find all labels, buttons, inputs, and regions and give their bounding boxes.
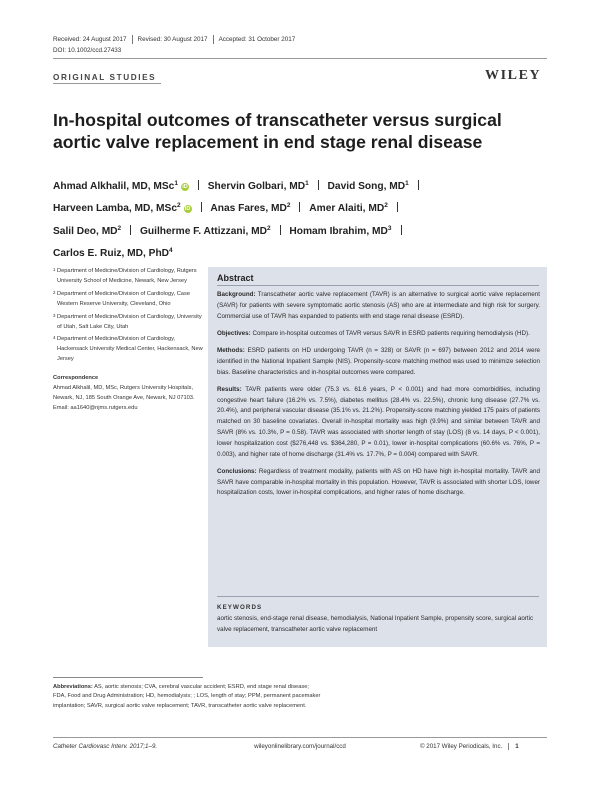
journal-url[interactable]: wileyonlinelibrary.com/journal/ccd: [254, 743, 346, 750]
divider: [201, 202, 202, 212]
author[interactable]: Carlos E. Ruiz, MD, PhD$^4$: [53, 247, 173, 260]
page-number: 1: [508, 743, 518, 750]
author-line: [53, 196, 547, 218]
divider: [132, 35, 133, 44]
orcid-icon[interactable]: iD: [182, 184, 188, 190]
abstract-background: Background: Transcatheter aortic valve replacement (TAVR) is an alternative to surgical aortic valve replacement (SAVR) for patients with severe symptomatic aortic stenosis (AS) who are at intermediate and high risk for surgery. Commercial use of TAVR has expanded to patients with end stage renal disease (ESRD).: [217, 291, 540, 320]
abstract-methods: Methods: ESRD patients on HD undergoing TAVR (n = 328) or SAVR (n = 697) between 2012 and 2014 were identified in the National Inpatient Sample (NIS). Propensity-score matching method was used to minimize selection bias. Baseline characteristics and in-hospital outcomes were compared.: [217, 346, 540, 376]
dates-row: [53, 35, 295, 44]
divider: [397, 202, 398, 212]
section-underline: [53, 83, 161, 84]
author-line: [53, 219, 547, 241]
received-date: Received: 24 August 2017: [53, 36, 127, 43]
divider: [213, 35, 214, 44]
affiliation: 3 Department of Medicine/Division of Cardiology, University of Utah, Salt Lake City, Utah: [53, 312, 202, 330]
author[interactable]: Ahmad Alkhalil, MD, MSc$^1$ iD: [53, 180, 188, 192]
author[interactable]: Homam Ibrahim, $MD^3$: [289, 224, 392, 237]
correspondence-heading: Correspondence: [53, 375, 99, 382]
author[interactable]: Guilherme F. Attizzani, $MD^2$: [139, 224, 271, 237]
author[interactable]: David Song, $MD^1$: [327, 180, 409, 192]
abbreviations-rule: [53, 677, 203, 678]
article-title: In-hospital outcomes of transcatheter versus surgical aortic valve replacement in end stage renal disease: [53, 110, 502, 152]
footer-right: [420, 743, 519, 750]
author-line: [53, 241, 547, 263]
affiliation: 2 Department of Medicine/Division of Cardiology, Case Western Reserve University, Cleveland, Ohio: [53, 289, 190, 307]
divider: [198, 180, 199, 190]
abbreviations: Abbreviations: AS, aortic stenosis; CVA, cerebral vascular accident; ESRD, end stage renal disease; FDA, Food and Drug Administration; HD, hemodialysis; ; LOS, length of stay; PPM, permanent pacemaker implantation; SAVR, surgical aortic valve replacement; TAVR, transcatheter aortic valve replacement.: [53, 684, 321, 709]
orcid-icon[interactable]: iD: [184, 206, 191, 213]
keywords-text: aortic stenosis, end-stage renal disease, hemodialysis, National Inpatient Sample, propensity score, surgical aortic valve replacement, transcatheter aortic valve replacement: [217, 615, 534, 633]
abstract-objectives: Objectives: Compare in-hospital outcomes of TAVR versus SAVR in ESRD patients requiring hemodialysis (HD).: [217, 329, 530, 337]
abstract-rule: [217, 285, 539, 286]
header-rule: [53, 58, 547, 59]
doi[interactable]: DOI: 10.1002/ccd.27433: [53, 47, 122, 54]
abstract-conclusions: Conclusions: Regardless of treatment modality, patients with AS on HD have high in-hospital mortality. TAVR and SAVR have comparable in-hospital mortality in this population. However, TAVR is associated with shorter LOS, lower hospitalization costs, lower in-hospital complications, and higher rates of home discharge.: [217, 467, 540, 497]
abstract-results: Results: TAVR patients were older (75.3 vs. 61.6 years, P < 0.001) and had more comorbidities, including congestive heart failure (16.2% vs. 7.5%), diabetes mellitus (28.4% vs. 22.5%), chronic lung disease (27.7% vs. 20.4%), and peripheral vascular disease (35.1% vs. 21.2%). Propensity-score matching yielded 175 pairs of patients matched on 30 baseline covariates. Overall in-hospital mortality was high (9.9%) and similar between TAVR and SAVR (8% vs. 10.3%, P = 0.58). TAVR was associated with shorter length of stay (LOS) (8 vs. 14 days, P < 0.001), lower hospitalization cost ($276,448 vs. $364,280, P = 0.01), lower in-hospital complications (60.6% vs. 76%, P = 0.003), and higher rate of home discharge (31.4% vs. 17.7%, P = 0.004) compared with SAVR.: [217, 385, 540, 458]
author[interactable]: Anas Fares, $MD^2$: [210, 202, 291, 215]
author-line: [53, 174, 547, 196]
divider: [130, 225, 131, 235]
copyright: © 2017 Wiley Periodicals, Inc.: [420, 743, 503, 750]
revised-date: Revised: 30 August 2017: [137, 36, 208, 43]
affiliation: 1 Department of Medicine/Division of Cardiology, Rutgers University School of Medicine, Newark, New Jersey: [53, 267, 197, 284]
author[interactable]: Shervin Golbari, $MD^1$: [207, 180, 309, 192]
correspondence-text: Ahmad Alkhalil, MD, MSc, Rutgers University Hospitals, Newark, NJ, 185 South Orange Ave, Newark, NJ 07103. Email: aa1640@njms.rutgers.edu: [53, 385, 195, 411]
affiliation: 4 Department of Medicine/Division of Cardiology, Hackensack University Medical Center, Hackensack, New Jersey: [53, 335, 203, 363]
abstract-heading: Abstract: [217, 273, 254, 283]
divider: [318, 180, 319, 190]
section-label: ORIGINAL STUDIES: [53, 73, 157, 82]
divider: [299, 202, 300, 212]
publisher-logo: WILEY: [485, 68, 542, 83]
author[interactable]: Harveen Lamba, MD, MSc$^2$ iD: [53, 202, 191, 215]
divider: [418, 180, 419, 190]
abstract-body: [217, 290, 540, 506]
divider: [280, 225, 281, 235]
footer-rule: [53, 737, 547, 738]
keywords-heading: KEYWORDS: [217, 604, 263, 611]
divider: [401, 225, 402, 235]
journal-citation: Catheter Cardiovasc Interv. 2017;1–9.: [53, 743, 158, 750]
accepted-date: Accepted: 31 October 2017: [218, 36, 296, 43]
keywords-rule: [217, 596, 539, 597]
affiliations: [53, 267, 203, 414]
author[interactable]: Salil Deo, $MD^2$: [53, 224, 122, 237]
author-list: [53, 174, 547, 264]
author[interactable]: Amer Alaiti, $MD^2$: [309, 202, 388, 215]
